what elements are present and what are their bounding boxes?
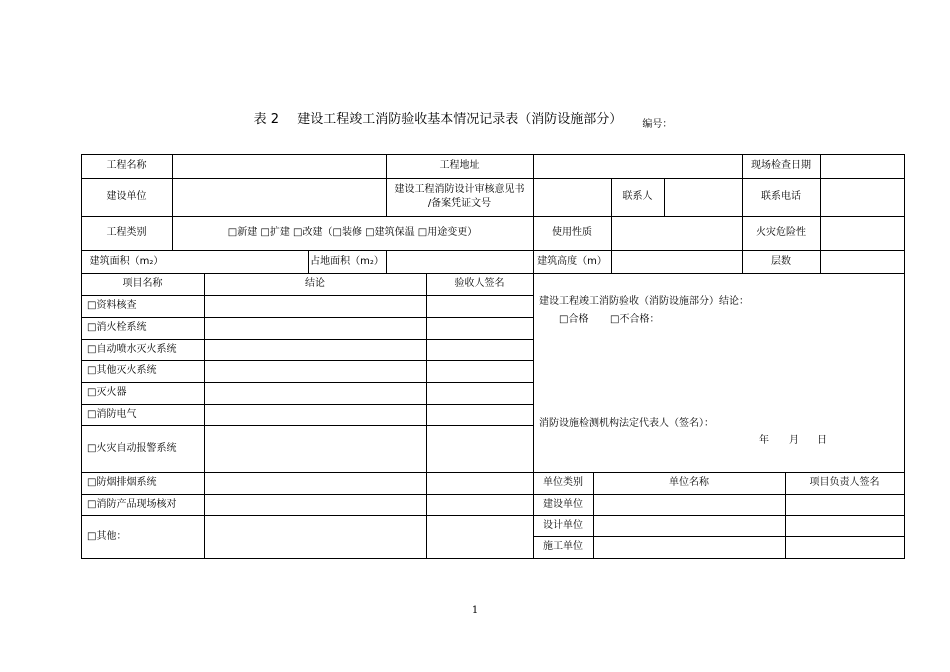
date-year: 年: [759, 435, 769, 446]
project-address-field[interactable]: [534, 155, 741, 178]
project-name-field[interactable]: [173, 155, 385, 178]
item-document-check[interactable]: □资料核查: [87, 300, 137, 311]
project-category-options[interactable]: □新建 □扩建 □改建（□装修 □建筑保温 □用途变更）: [227, 227, 478, 238]
rule: [426, 273, 427, 558]
construction-unit-field[interactable]: [173, 179, 385, 216]
fire-risk-label: 火灾危险性: [756, 227, 806, 238]
rule: [204, 273, 205, 558]
unit-construction: 建设单位: [543, 498, 583, 510]
units-header-name: 单位名称: [669, 477, 709, 488]
land-area-field[interactable]: [387, 251, 533, 273]
document-title: [0, 108, 950, 130]
land-area-label: 占地面积（m₂）: [310, 255, 384, 267]
record-form: [81, 154, 904, 558]
item-other[interactable]: □其他：: [87, 530, 127, 542]
contact-person-label: 联系人: [622, 191, 653, 202]
contact-phone-label: 联系电话: [761, 191, 801, 202]
table-title: 建设工程竣工消防验收基本情况记录表（消防设施部分）: [297, 112, 623, 127]
building-area-field[interactable]: [173, 251, 308, 273]
building-area-label: 建筑面积（m₂）: [89, 255, 164, 267]
contact-person-field[interactable]: [665, 179, 742, 216]
building-height-field[interactable]: [612, 251, 742, 273]
item-smoke-exhaust[interactable]: □防烟排烟系统: [87, 477, 157, 488]
item-other-extinguishing[interactable]: □其他灭火系统: [87, 365, 157, 376]
items-header-signature: 验收人签名: [454, 278, 505, 289]
review-opinion-field[interactable]: [534, 179, 611, 216]
usage-nature-label: 使用性质: [552, 227, 592, 238]
project-address-label: 工程地址: [439, 160, 480, 171]
serial-number-label: 编号：: [642, 119, 673, 130]
construction-unit-label: 建设单位: [106, 191, 147, 202]
item-fire-alarm-system[interactable]: □火灾自动报警系统: [87, 442, 177, 454]
review-opinion-line2: /备案凭证文号: [427, 198, 492, 209]
units-header-signature: 项目负责人签名: [809, 477, 880, 488]
representative-signature-label: 消防设施检测机构法定代表人（签名）：: [539, 418, 714, 429]
conclusion-pass-checkbox[interactable]: □合格: [559, 314, 589, 325]
inspection-date-label: 现场检查日期: [751, 160, 811, 171]
item-extinguisher[interactable]: □灭火器: [87, 387, 127, 398]
usage-nature-field[interactable]: [612, 217, 742, 250]
unit-contractor: 施工单位: [543, 541, 583, 552]
date-day: 日: [817, 435, 827, 446]
unit-design: 设计单位: [543, 519, 583, 531]
item-fire-electrical[interactable]: □消防电气: [87, 408, 137, 420]
fire-risk-field[interactable]: [821, 217, 903, 250]
table-number: 表 2: [253, 112, 280, 127]
building-height-label: 建筑高度（m）: [537, 255, 607, 267]
units-header-category: 单位类别: [543, 477, 583, 488]
project-category-label: 工程类别: [106, 227, 147, 238]
inspection-date-field[interactable]: [821, 155, 903, 178]
item-product-verification[interactable]: □消防产品现场核对: [87, 498, 177, 510]
items-header-name: 项目名称: [122, 278, 163, 289]
items-header-conclusion: 结论: [305, 278, 325, 289]
review-opinion-line1: 建设工程消防设计审核意见书: [394, 184, 525, 195]
floors-field[interactable]: [821, 251, 903, 273]
contact-phone-field[interactable]: [821, 179, 903, 216]
item-sprinkler-system[interactable]: □自动喷水灭火系统: [87, 343, 177, 355]
project-name-label: 工程名称: [106, 160, 147, 171]
floors-label: 层数: [771, 255, 791, 267]
conclusion-fail-checkbox[interactable]: □不合格：: [610, 314, 660, 325]
page-number: 1: [471, 605, 479, 616]
date-month: 月: [789, 435, 799, 446]
item-hydrant-system[interactable]: □消火栓系统: [87, 322, 147, 333]
review-opinion-label: [386, 178, 533, 216]
conclusion-label: 建设工程竣工消防验收（消防设施部分）结论：: [539, 296, 749, 307]
